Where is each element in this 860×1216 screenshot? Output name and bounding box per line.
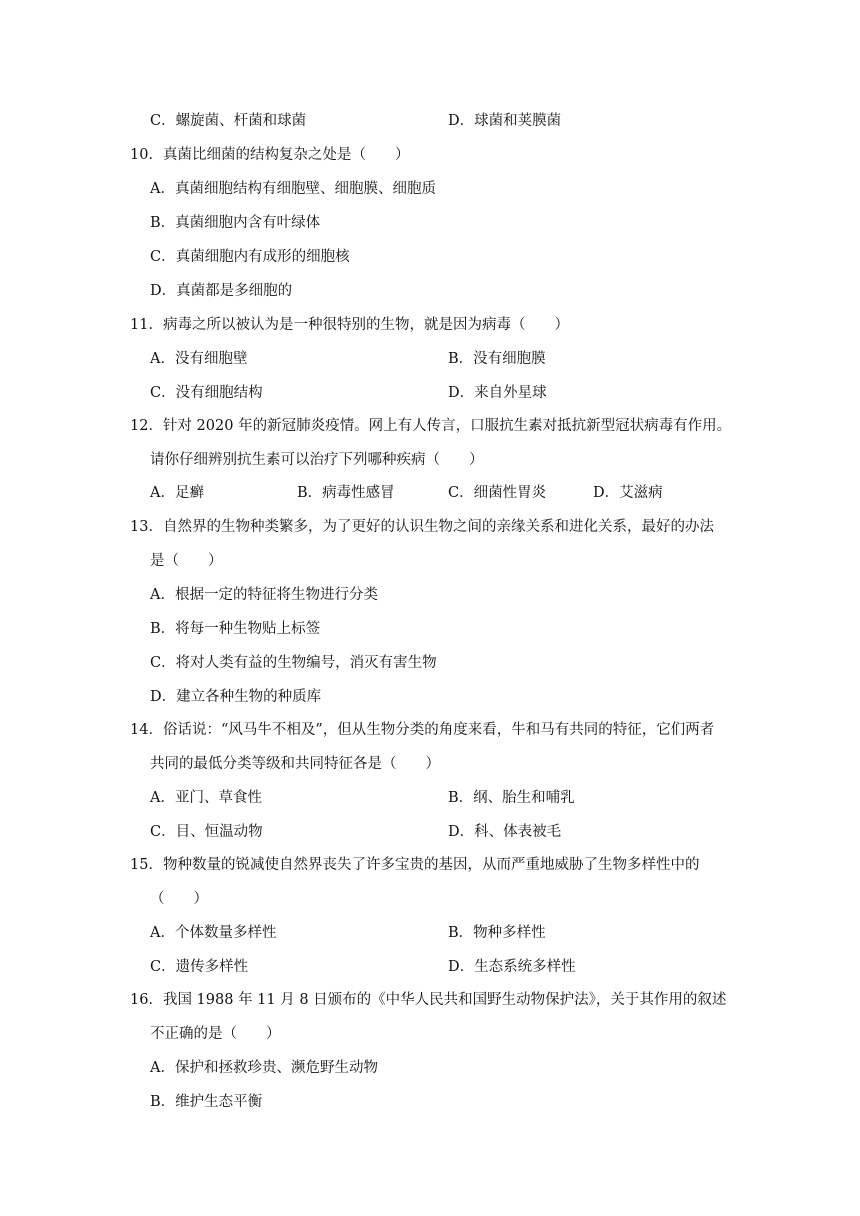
q14-stem-line1: 14．俗话说：“风马牛不相及”，但从生物分类的角度来看，牛和马有共同的特征，它们两者 — [130, 722, 715, 738]
q15-option-c[interactable]: C．遗传多样性 — [150, 959, 249, 975]
q13-stem-line1: 13．自然界的生物种类繁多，为了更好的认识生物之间的亲缘关系和进化关系，最好的办法 — [130, 519, 714, 535]
q9-option-c[interactable]: C．螺旋菌、杆菌和球菌 — [150, 113, 307, 129]
q15-option-a[interactable]: A．个体数量多样性 — [150, 925, 277, 941]
q13-option-b[interactable]: B．将每一种生物贴上标签 — [150, 621, 321, 637]
q12-option-c[interactable]: C．细菌性胃炎 — [448, 485, 547, 501]
q10-option-b[interactable]: B．真菌细胞内含有叶绿体 — [150, 215, 321, 231]
q12-stem-line1: 12．针对 2020 年的新冠肺炎疫情。网上有人传言，口服抗生素对抵抗新型冠状病毒有作用。 — [130, 418, 732, 434]
q14-option-c[interactable]: C．目、恒温动物 — [150, 824, 263, 840]
q10-option-c[interactable]: C．真菌细胞内有成形的细胞核 — [150, 249, 350, 265]
q10-stem: 10．真菌比细菌的结构复杂之处是（ ） — [130, 147, 410, 163]
q14-stem-line2: 共同的最低分类等级和共同特征各是（ ） — [150, 756, 440, 772]
q15-stem-line1: 15．物种数量的锐减使自然界丧失了许多宝贵的基因，从而严重地威胁了生物多样性中的 — [130, 857, 700, 873]
q11-option-a[interactable]: A．没有细胞壁 — [150, 351, 248, 367]
q13-option-c[interactable]: C．将对人类有益的生物编号，消灭有害生物 — [150, 655, 437, 671]
q12-option-d[interactable]: D．艾滋病 — [593, 485, 663, 501]
q10-option-a[interactable]: A．真菌细胞结构有细胞壁、细胞膜、细胞质 — [150, 181, 436, 197]
q13-option-d[interactable]: D．建立各种生物的种质库 — [150, 689, 322, 705]
q16-option-b[interactable]: B．维护生态平衡 — [150, 1094, 263, 1110]
q15-option-b[interactable]: B．物种多样性 — [448, 925, 546, 941]
q11-option-b[interactable]: B．没有细胞膜 — [448, 351, 546, 367]
q14-option-a[interactable]: A．亚门、草食性 — [150, 790, 262, 806]
q16-stem-line2: 不正确的是（ ） — [150, 1026, 281, 1042]
q12-stem-line2: 请你仔细辨别抗生素可以治疗下列哪种疾病（ ） — [150, 452, 484, 468]
q14-option-b[interactable]: B．纲、胎生和哺乳 — [448, 790, 575, 806]
q12-option-b[interactable]: B．病毒性感冒 — [297, 485, 395, 501]
q14-option-d[interactable]: D．科、体表被毛 — [448, 824, 562, 840]
q15-option-d[interactable]: D．生态系统多样性 — [448, 959, 576, 975]
q15-stem-line2: （ ） — [150, 891, 208, 907]
q13-option-a[interactable]: A．根据一定的特征将生物进行分类 — [150, 587, 378, 603]
q11-option-c[interactable]: C．没有细胞结构 — [150, 385, 263, 401]
q16-stem-line1: 16．我国 1988 年 11 月 8 日颁布的《中华人民共和国野生动物保护法》，关于其作用的叙述 — [130, 992, 727, 1008]
q10-option-d[interactable]: D．真菌都是多细胞的 — [150, 283, 293, 299]
q16-option-a[interactable]: A．保护和拯救珍贵、濒危野生动物 — [150, 1060, 378, 1076]
q11-option-d[interactable]: D．来自外星球 — [448, 385, 547, 401]
q11-stem: 11．病毒之所以被认为是一种很特别的生物，就是因为病毒（ ） — [130, 317, 569, 333]
q13-stem-line2: 是（ ） — [150, 553, 223, 569]
q9-option-d[interactable]: D．球菌和荚膜菌 — [448, 113, 562, 129]
q12-option-a[interactable]: A．足癣 — [150, 485, 204, 501]
